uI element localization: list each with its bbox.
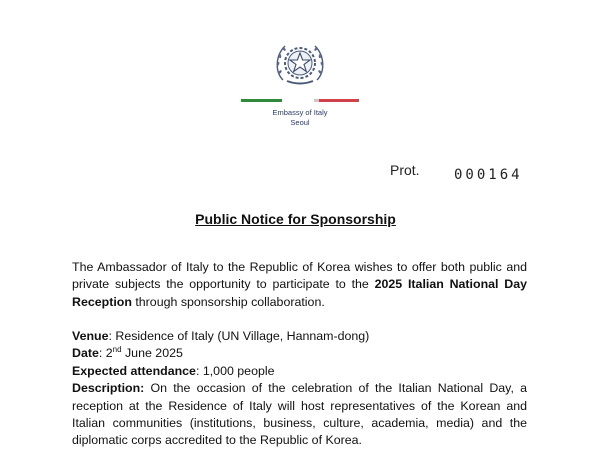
date-day: : 2: [98, 346, 113, 361]
protocol-number: 000164: [454, 167, 523, 183]
date-rest: June 2025: [121, 346, 183, 361]
flag-stripe-red: [319, 99, 359, 102]
intro-text-after: through sponsorship collaboration.: [131, 294, 325, 309]
date-label: Date: [72, 346, 99, 361]
date-suffix: nd: [112, 345, 122, 355]
event-details: [72, 328, 527, 450]
intro-paragraph: [72, 259, 527, 311]
embassy-city: Seoul: [290, 118, 310, 127]
description-value: On the occasion of the celebration of the Italian National Day, a reception at the Residence of Italy will host representatives of the Korean and Italian communities (institutions, business, culture, academia, media) and the diplomatic corps accredited to the Republic of Korea.: [72, 381, 527, 448]
attendance-label: Expected attendance: [72, 363, 196, 378]
italian-republic-emblem-icon: [271, 36, 329, 90]
date-line: [72, 345, 527, 362]
document-title: Public Notice for Sponsorship: [195, 211, 396, 227]
flag-stripe-white: [282, 99, 314, 102]
venue-label: Venue: [72, 329, 109, 343]
flag-stripe-green: [241, 99, 282, 102]
venue-value: : Residence of Italy (UN Village, Hannam-dong): [108, 329, 370, 343]
event-name: 2025 Italian National Day Reception: [72, 277, 527, 309]
protocol-label: Prot.: [390, 162, 420, 178]
attendance-value: : 1,000 people: [195, 363, 275, 378]
description-line: [72, 380, 527, 450]
attendance-line: [72, 363, 527, 380]
embassy-name: Embassy of Italy: [272, 108, 328, 117]
description-label: Description:: [72, 381, 145, 396]
venue-line: [72, 328, 527, 345]
intro-text-before: The Ambassador of Italy to the Republic of Korea wishes to offer both public and private subjects the opportunity to participate to the: [72, 260, 527, 292]
